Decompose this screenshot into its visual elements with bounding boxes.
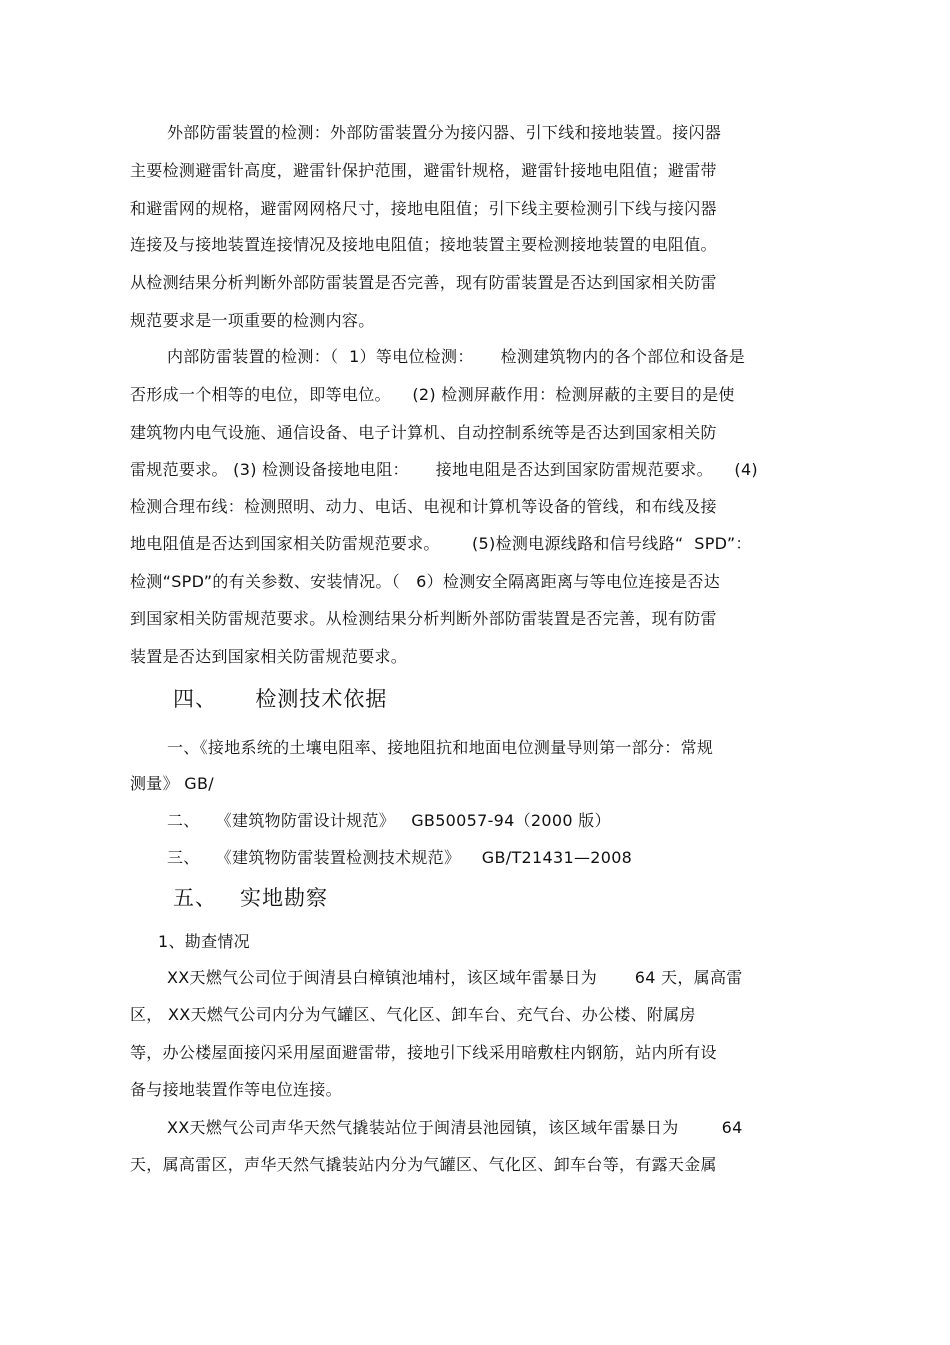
paragraph-line: 天，属高雷区，声华天然气撬装站内分为气罐区、气化区、卸车台等，有露天金属 <box>130 1155 717 1174</box>
paragraph-line: 从检测结果分析判断外部防雷装置是否完善，现有防雷装置是否达到国家相关防雷 <box>130 273 717 292</box>
paragraph-line: 建筑物内电气设施、通信设备、电子计算机、自动控制系统等是否达到国家相关防 <box>130 423 717 442</box>
paragraph-line: 内部防雷装置的检测：（ 1）等电位检测： 检测建筑物内的各个部位和设备是 <box>167 347 746 366</box>
subsection-heading: 1、勘查情况 <box>158 932 250 951</box>
paragraph-line: 检测合理布线：检测照明、动力、电话、电视和计算机等设备的管线，和布线及接 <box>130 497 717 516</box>
reference-item: 三、 《建筑物防雷装置检测技术规范》 GB/T21431—2008 <box>167 848 633 867</box>
reference-item: 一、《接地系统的土壤电阻率、接地阻抗和地面电位测量导则第一部分：常规 <box>167 738 714 757</box>
paragraph-line: 规范要求是一项重要的检测内容。 <box>130 311 375 330</box>
reference-item: 测量》 GB/ <box>130 774 214 793</box>
paragraph-line: XX天燃气公司位于闽清县白樟镇池埔村，该区域年雷暴日为 64 天，属高雷 <box>167 968 743 987</box>
paragraph-line: XX天燃气公司声华天然气撬装站位于闽清县池园镇，该区域年雷暴日为 64 <box>167 1118 743 1137</box>
paragraph-line: 到国家相关防雷规范要求。从检测结果分析判断外部防雷装置是否完善，现有防雷 <box>130 609 717 628</box>
reference-item: 二、 《建筑物防雷设计规范》 GB50057-94（2000 版） <box>167 811 611 830</box>
paragraph-line: 备与接地装置作等电位连接。 <box>130 1080 342 1099</box>
paragraph-line: 区， XX天燃气公司内分为气罐区、气化区、卸车台、充气台、办公楼、附属房 <box>130 1005 696 1024</box>
paragraph-line: 雷规范要求。 (3) 检测设备接地电阻： 接地电阻是否达到国家防雷规范要求。 (4) <box>130 460 758 479</box>
paragraph-line: 否形成一个相等的电位，即等电位。 (2) 检测屏蔽作用：检测屏蔽的主要目的是使 <box>130 385 735 404</box>
paragraph-line: 外部防雷装置的检测：外部防雷装置分为接闪器、引下线和接地装置。接闪器 <box>167 123 722 142</box>
paragraph-line: 连接及与接地装置连接情况及接地电阻值；接地装置主要检测接地装置的电阻值。 <box>130 235 717 254</box>
paragraph-line: 检测“SPD”的有关参数、安装情况。（ 6）检测安全隔离距离与等电位连接是否达 <box>130 572 721 591</box>
paragraph-line: 装置是否达到国家相关防雷规范要求。 <box>130 647 408 666</box>
paragraph-line: 地电阻值是否达到国家相关防雷规范要求。 (5)检测电源线路和信号线路“ SPD”： <box>130 534 752 553</box>
section-heading-4: 四、 检测技术依据 <box>173 687 388 711</box>
paragraph-line: 主要检测避雷针高度，避雷针保护范围，避雷针规格，避雷针接地电阻值；避雷带 <box>130 161 717 180</box>
section-heading-5: 五、 实地勘察 <box>173 886 329 910</box>
paragraph-line: 和避雷网的规格，避雷网网格尺寸，接地电阻值；引下线主要检测引下线与接闪器 <box>130 199 717 218</box>
paragraph-line: 等，办公楼屋面接闪采用屋面避雷带，接地引下线采用暗敷柱内钢筋，站内所有设 <box>130 1043 717 1062</box>
